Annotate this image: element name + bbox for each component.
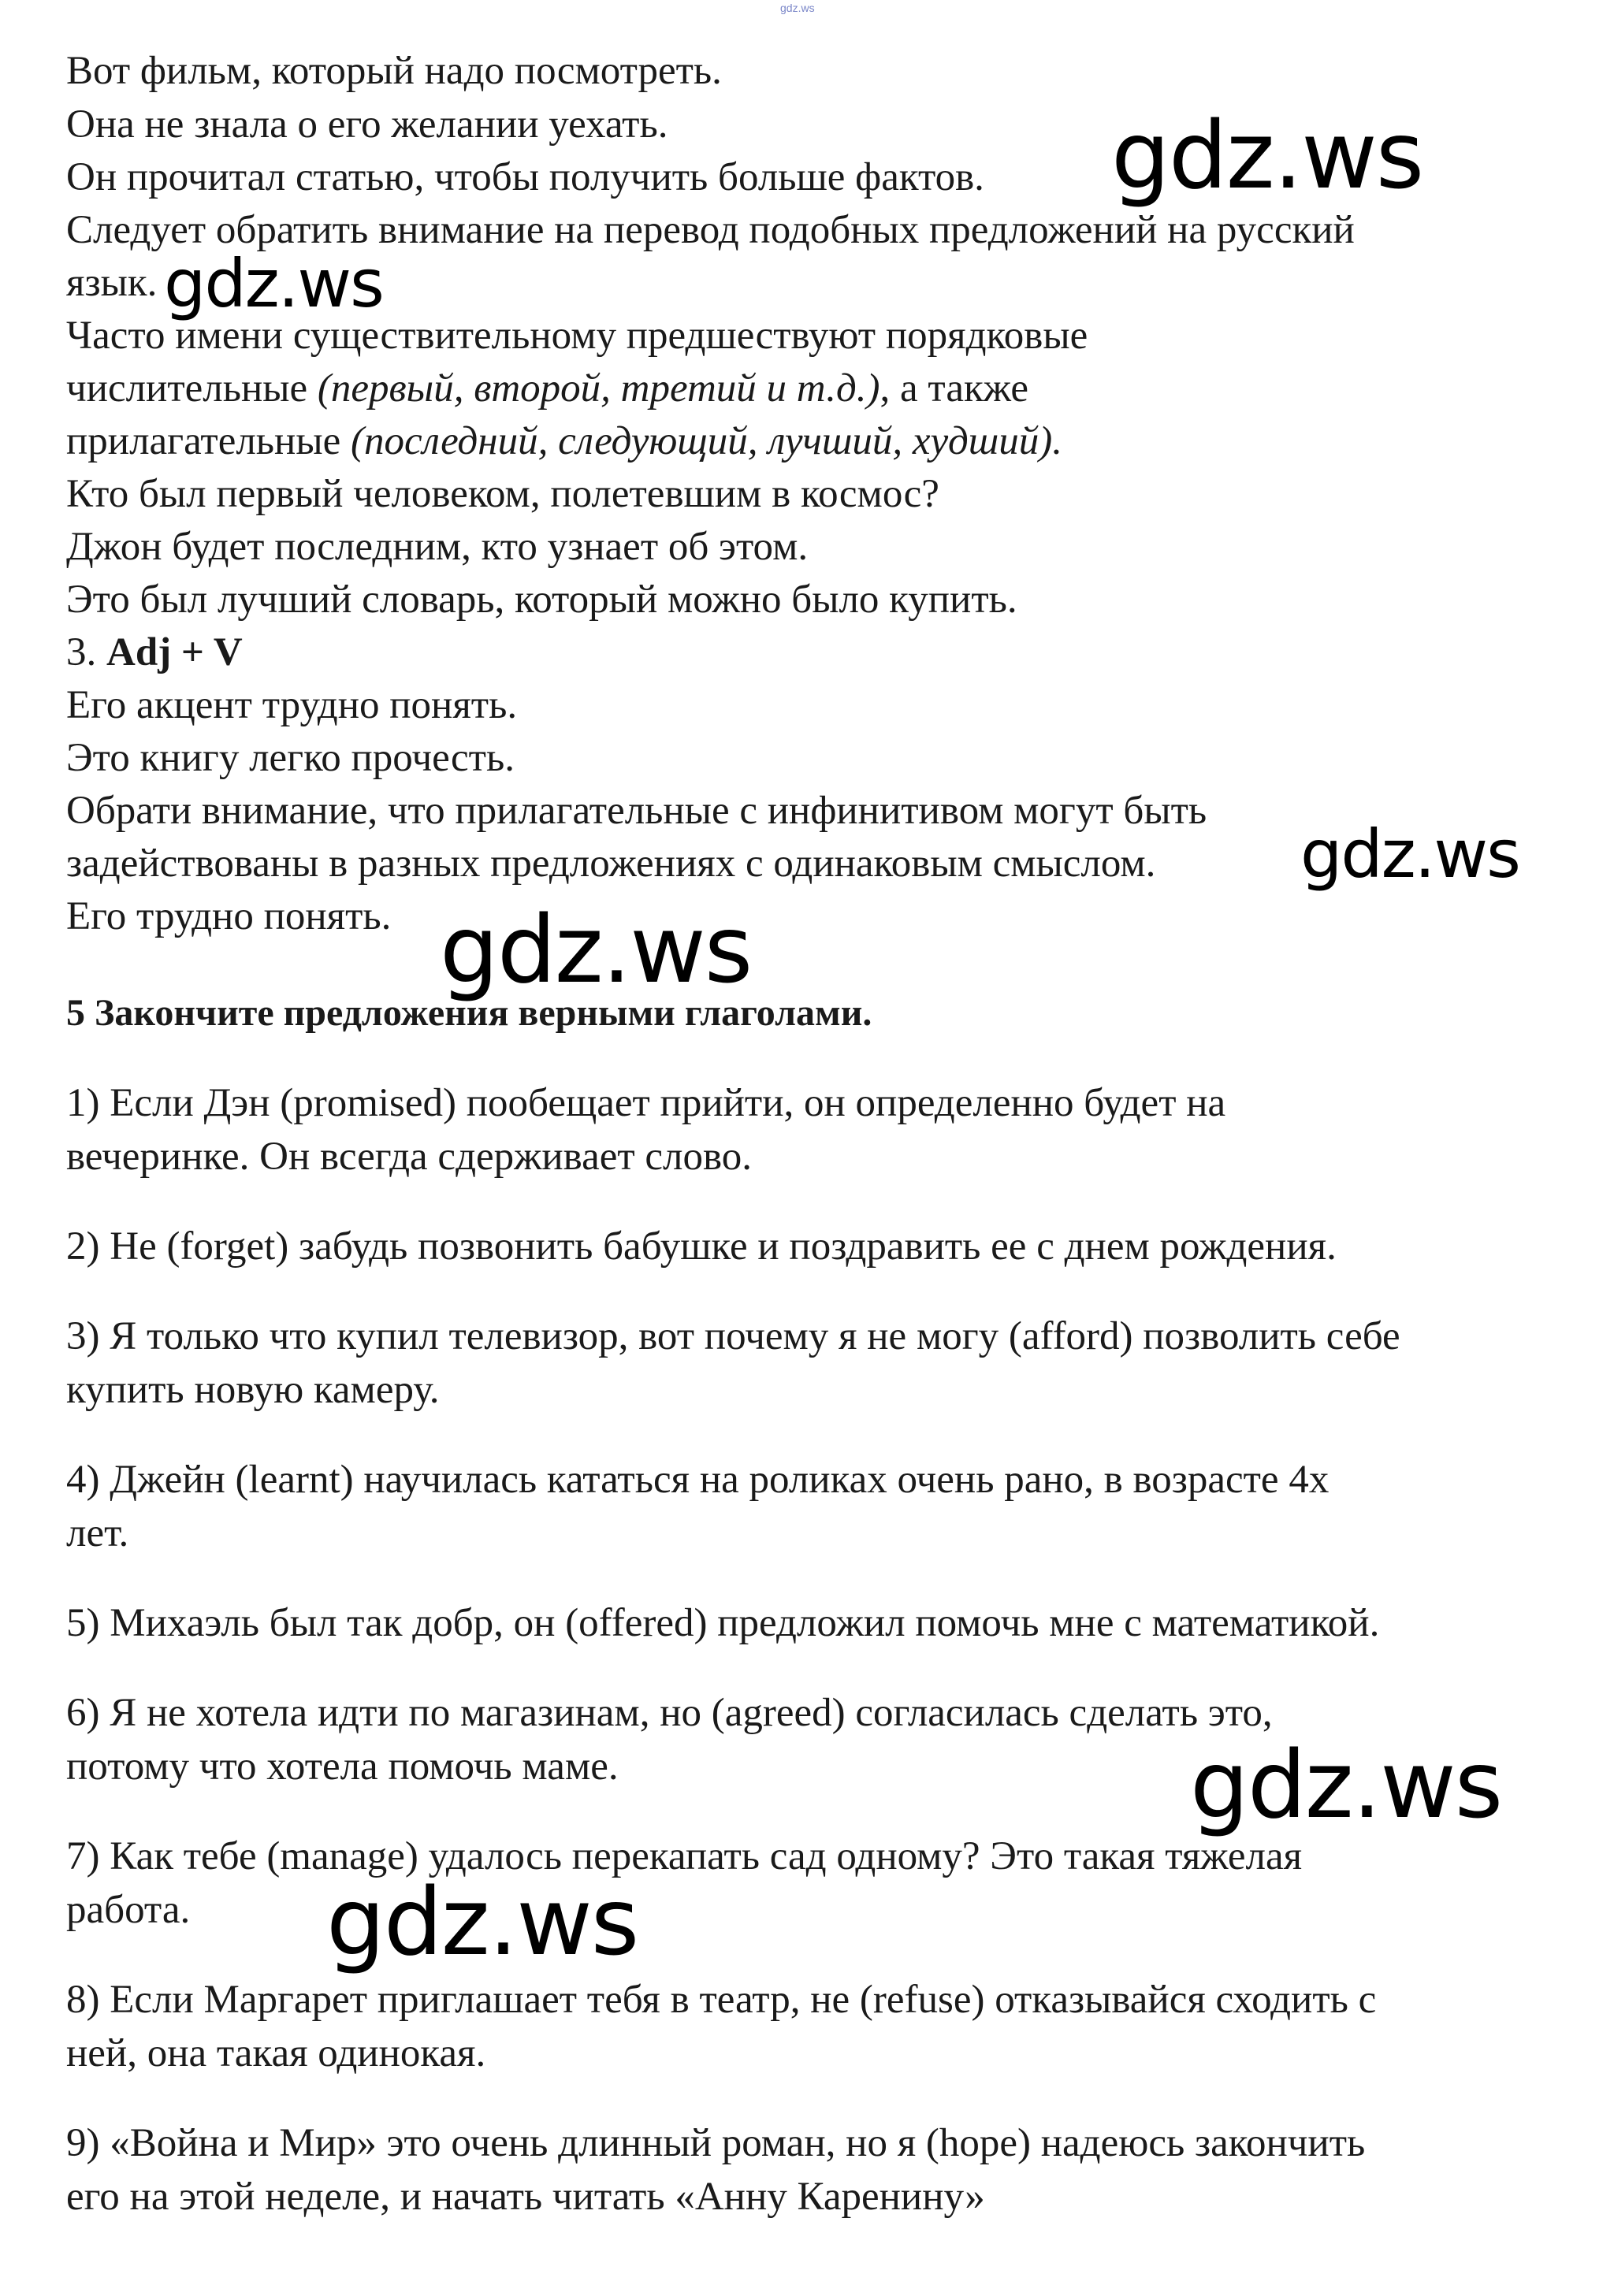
- task-item-line: 8) Если Маргарет приглашает тебя в театр, не (refuse) отказывайся сходить с: [66, 1978, 1377, 2022]
- task-item-line: 9) «Война и Мир» это очень длинный роман, но я (hope) надеюсь закончить: [66, 2121, 1366, 2165]
- task-item-line: 6) Я не хотела идти по магазинам, но (agreed) согласилась сделать это,: [66, 1691, 1273, 1735]
- task-item-line: купить новую камеру.: [66, 1368, 440, 1412]
- text-line: Она не знала о его желании уехать.: [66, 102, 668, 147]
- text-line: Обрати внимание, что прилагательные с инфинитивом могут быть: [66, 789, 1207, 833]
- watermark: gdz.ws: [440, 895, 752, 1004]
- task-heading: 5 Закончите предложения верными глаголами.: [66, 992, 872, 1034]
- text-line: [66, 363, 1028, 414]
- watermark: gdz.ws: [326, 1867, 638, 1976]
- text-line: Это был лучший словарь, который можно было купить.: [66, 578, 1017, 622]
- text-line: Его трудно понять.: [66, 894, 392, 938]
- text-line: Кто был первый человеком, полетевшим в космос?: [66, 472, 939, 516]
- text-span: прилагательные: [66, 419, 351, 463]
- section-formula: Adj + V: [106, 630, 243, 674]
- watermark: gdz.ws: [1111, 101, 1423, 210]
- task-item-line: 4) Джейн (learnt) научилась кататься на роликах очень рано, в возрасте 4х: [66, 1458, 1330, 1502]
- italic-examples: (последний, следующий, лучший, худший).: [350, 419, 1062, 463]
- text-line: Вот фильм, который надо посмотреть.: [66, 49, 722, 93]
- task-item-line: ней, она такая одинокая.: [66, 2031, 486, 2075]
- task-item-line: лет.: [66, 1511, 129, 1555]
- text-line: Часто имени существительному предшествуют порядковые: [66, 314, 1088, 358]
- text-span: числительные: [66, 366, 318, 411]
- text-line: Его акцент трудно понять.: [66, 683, 518, 727]
- task-item-line: его на этой неделе, и начать читать «Анну Каренину»: [66, 2175, 985, 2219]
- task-item-line: вечеринке. Он всегда сдерживает слово.: [66, 1135, 752, 1179]
- task-item-line: 5) Михаэль был так добр, он (offered) предложил помочь мне с математикой.: [66, 1601, 1380, 1645]
- task-item-line: потому что хотела помочь маме.: [66, 1744, 619, 1789]
- task-item-line: 1) Если Дэн (promised) пообещает прийти, он определенно будет на: [66, 1081, 1226, 1125]
- text-line: задействованы в разных предложениях с одинаковым смыслом.: [66, 841, 1156, 886]
- section-heading: [66, 627, 243, 678]
- task-item-line: 3) Я только что купил телевизор, вот почему я не могу (afford) позволить себе: [66, 1314, 1400, 1358]
- watermark: gdz.ws: [164, 245, 383, 322]
- text-line: язык.: [66, 261, 158, 305]
- text-line: [66, 416, 1062, 466]
- text-line: Следует обратить внимание на перевод подобных предложений на русский: [66, 208, 1355, 252]
- section-number: 3.: [66, 630, 106, 674]
- text-line: Он прочитал статью, чтобы получить больше фактов.: [66, 155, 984, 199]
- text-line: Это книгу легко прочесть.: [66, 736, 515, 780]
- watermark: gdz.ws: [1190, 1730, 1502, 1839]
- task-item-line: 2) Не (forget) забудь позвонить бабушке и поздравить ее с днем рождения.: [66, 1224, 1337, 1269]
- task-item-line: работа.: [66, 1888, 191, 1932]
- italic-examples: (первый, второй, третий и т.д.): [317, 366, 880, 411]
- text-span: , а также: [880, 366, 1028, 411]
- watermark: gdz.ws: [1300, 815, 1519, 893]
- header-mark: gdz.ws: [780, 2, 815, 14]
- text-line: Джон будет последним, кто узнает об этом.: [66, 525, 809, 569]
- task-item-line: 7) Как тебе (manage) удалось перекапать сад одному? Это такая тяжелая: [66, 1834, 1303, 1878]
